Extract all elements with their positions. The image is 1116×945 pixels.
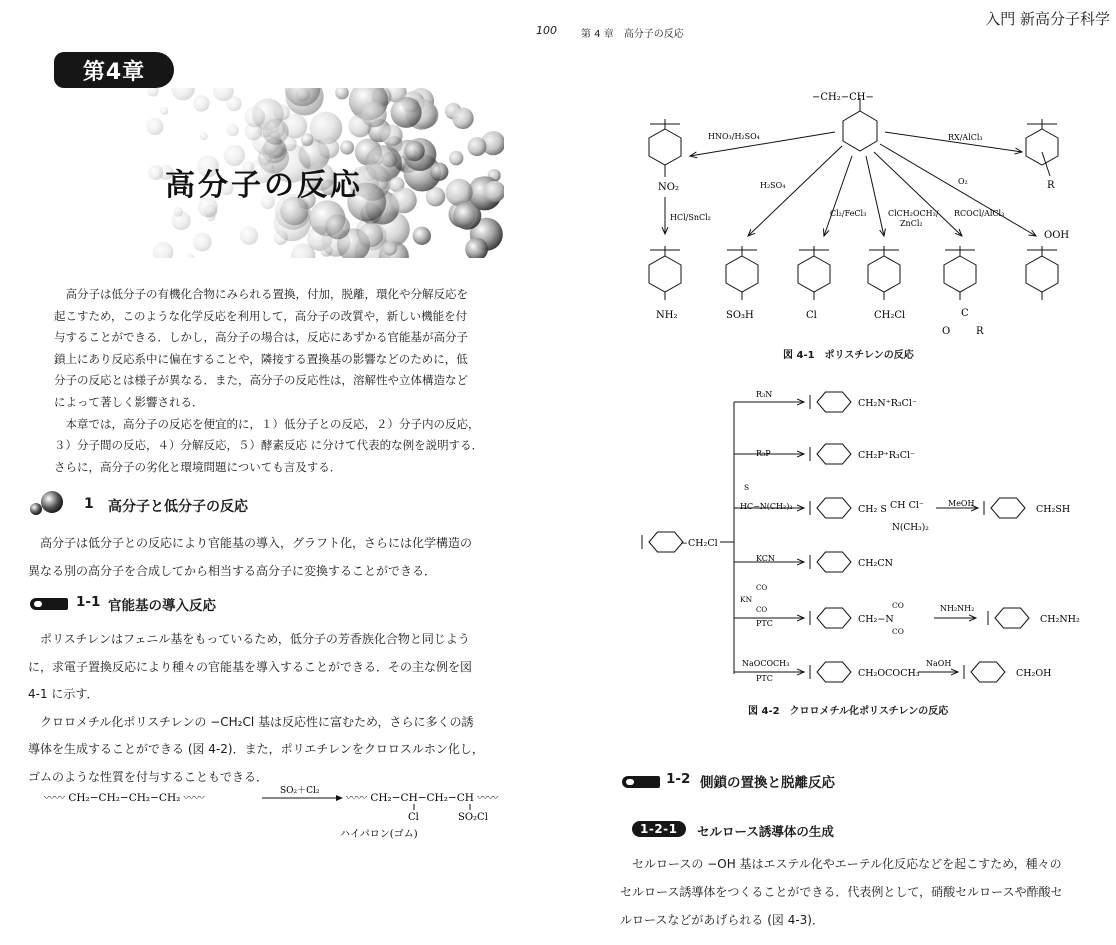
reagent-label: R₃N: [756, 390, 773, 399]
figure-4-1-caption: 図 4-1 ポリスチレンの反応: [783, 350, 914, 361]
benzene-ring: [817, 662, 851, 682]
sphere: [430, 163, 448, 181]
sphere: [449, 151, 463, 165]
chapter-badge: 第4章: [54, 52, 174, 88]
reagent-label: NaOCOCH₃: [742, 659, 790, 668]
substituent-label: SO₃H: [726, 310, 754, 321]
reagent-label: MeOH: [948, 499, 975, 508]
sphere: [266, 119, 286, 139]
sphere: [227, 124, 239, 136]
benzene-ring: [726, 256, 758, 292]
intro-line: によって著しく影響される．: [54, 394, 204, 409]
subsubsection-title: セルロース誘導体の生成: [697, 824, 834, 839]
sphere: [404, 141, 424, 161]
reagent-label: ClCH₂OCH₃/: [888, 209, 939, 218]
benzene-ring: [817, 608, 851, 628]
sphere: [148, 88, 159, 97]
body-line: 異なる別の高分子を合成してから相当する高分子に変換することができる．: [28, 563, 437, 578]
intro-paragraph: [54, 284, 502, 478]
reagent-label: R₃P: [756, 449, 771, 458]
equation-product-name: ハイパロン(ゴム): [340, 829, 418, 840]
product-label: CH₂−N: [858, 614, 894, 625]
product-label: CO: [892, 627, 904, 636]
benzene-ring: [991, 498, 1025, 518]
reagent-label: NH₂NH₂: [940, 604, 975, 613]
sphere: [335, 88, 349, 100]
sphere: [325, 215, 350, 240]
reagent-label: HCl/SnCl₂: [670, 213, 711, 222]
sphere: [186, 254, 194, 258]
section1-body: [28, 530, 504, 585]
product-label: CH₂ S: [858, 504, 887, 515]
benzene-ring: [817, 444, 851, 464]
product-label: CH₂SH: [1036, 504, 1071, 515]
sphere: [468, 137, 487, 156]
sphere: [226, 96, 241, 111]
subsubsection-number-badge: 1-2-1: [632, 821, 686, 837]
substituent-label: R: [976, 326, 984, 337]
benzene-ring: [817, 392, 851, 412]
sphere: [453, 202, 481, 230]
reagent-label: KN: [740, 595, 753, 604]
intro-line: 与することができる．しかし，高分子の場合は，反応にあずかる官能基が高分子: [54, 330, 468, 345]
benzene-ring: [817, 552, 851, 572]
sphere: [391, 97, 422, 128]
reagent-label: RX/AlCl₃: [948, 133, 983, 142]
substituent-label: NO₂: [658, 182, 679, 193]
benzene-ring: [944, 256, 976, 292]
figure-4-2-diagram: [636, 384, 1106, 694]
start-substituent: −CH₂Cl: [680, 538, 718, 549]
sphere: [340, 140, 354, 154]
sphere: [147, 118, 164, 135]
sphere: [282, 136, 297, 151]
sphere: [301, 133, 314, 146]
substituent-label: C: [961, 308, 969, 319]
sphere: [274, 104, 290, 120]
figure-4-1-diagram: [630, 84, 1100, 344]
sphere: [160, 107, 168, 115]
reagent-label: PTC: [756, 619, 773, 628]
sphere: [193, 95, 209, 111]
benzene-ring: [649, 532, 683, 552]
substituent-label: O: [942, 326, 951, 337]
sphere: [244, 107, 265, 128]
equation-reactant: 〰〰 CH₂−CH₂−CH₂−CH₂ 〰〰: [44, 792, 205, 804]
sphere: [200, 132, 208, 140]
sphere: [359, 223, 383, 247]
substituent-label: NH₂: [656, 310, 678, 321]
sphere: [240, 227, 258, 245]
product-label: CH₂N⁺R₃Cl⁻: [858, 398, 917, 409]
reagent-label: HC−N(CH₃)₂: [740, 502, 793, 511]
substituent-label: R: [1047, 180, 1055, 191]
sphere: [171, 88, 195, 100]
sphere: [148, 165, 163, 180]
sphere: [318, 138, 339, 159]
sphere: [383, 241, 398, 256]
substituent-label: OOH: [1044, 230, 1070, 241]
intro-line: 起こすため，このような化学反応を利用して，高分子の改質や，新しい機能を付: [54, 308, 468, 323]
body-line: セルロースの −OH 基はエステル化やエーテル化反応などを起こすため，種々の: [632, 857, 1062, 871]
benzene-ring: [995, 608, 1029, 628]
benzene-ring: [868, 256, 900, 292]
product-label: N(CH₃)₂: [892, 523, 929, 533]
sphere: [274, 231, 288, 245]
product-label: CH Cl⁻: [890, 500, 924, 511]
reagent-label: ZnCl₂: [900, 219, 923, 228]
sphere: [361, 102, 387, 128]
reagent-label: NaOH: [926, 659, 952, 668]
reagent-label: CO: [756, 606, 768, 614]
section1-2-1-body: [620, 850, 1098, 934]
reagent-label: H₂SO₄: [760, 181, 786, 190]
subsection-number: 1-1: [76, 594, 101, 610]
sphere: [173, 207, 183, 217]
section-bullet-icon: [28, 488, 74, 518]
equation-product: 〰〰 CH₂−CH−CH₂−CH 〰〰: [346, 792, 499, 804]
section-number: 1: [84, 496, 94, 512]
substituent-label: Cl: [806, 310, 817, 321]
equation-substituent-so2cl: SO₂Cl: [458, 812, 488, 823]
hypalon-equation: [40, 784, 510, 844]
reagent-label: Cl₂/FeCl₃: [830, 209, 867, 218]
section-title: 高分子と低分子の反応: [108, 499, 248, 515]
product-label: CO: [892, 601, 904, 610]
body-line: ポリスチレンはフェニル基をもっているため，低分子の芳香族化合物と同じよう: [40, 632, 470, 646]
benzene-ring: [817, 498, 851, 518]
reagent-label: RCOCl/AlCl₃: [954, 209, 1005, 218]
figure-4-2-caption: 図 4-2 クロロメチル化ポリスチレンの反応: [748, 706, 949, 717]
product-label: CH₂OH: [1016, 668, 1052, 679]
subsection-title: 側鎖の置換と脱離反応: [700, 775, 835, 791]
intro-line: さらに，高分子の劣化と環境問題についても言及する．: [54, 459, 342, 474]
body-line: ゴムのような性質を付与することもできる．: [28, 769, 269, 784]
product-label: CH₂OCOCH₃: [858, 668, 920, 679]
reagent-label: PTC: [756, 674, 773, 683]
sphere: [153, 242, 174, 258]
sphere: [381, 125, 403, 147]
sphere: [452, 108, 474, 130]
sphere: [413, 227, 431, 245]
book-title: 入門 新高分子科学: [985, 10, 1110, 28]
benzene-ring: [1026, 256, 1058, 292]
sphere: [391, 188, 417, 214]
body-line: 導体を生成することができる (図 4-2)．また，ポリエチレンをクロロスルホン化し，: [28, 742, 484, 756]
subsection-number: 1-2: [666, 771, 691, 787]
intro-line: 鎖上にあり反応系中に偏在することや，隣接する置換基の影響などのために，低: [54, 351, 468, 366]
substituent-label: CH₂Cl: [874, 310, 906, 321]
body-line: に，求電子置換反応により種々の官能基を導入することができる．その主な例を図: [28, 659, 473, 674]
benzene-ring: [649, 256, 681, 292]
equation-reagent: SO₂＋Cl₂: [280, 786, 320, 796]
body-line: 高分子は低分子との反応により官能基の導入，グラフト化，さらには化学構造の: [40, 536, 473, 550]
benzene-ring: [971, 662, 1005, 682]
intro-line: ３）分子間の反応，４）分解反応，５）酵素反応 に分けて代表的な例を説明する．: [54, 438, 484, 453]
reagent-label: KCN: [756, 554, 775, 563]
reagent-label: CO: [756, 584, 768, 592]
equation-substituent-cl: Cl: [408, 812, 419, 823]
subsection-title: 官能基の導入反応: [108, 598, 216, 614]
intro-line: 分子の反応とは様子が異なる．また，高分子の反応性は，溶解性や立体構造など: [54, 373, 468, 388]
reagent-label: O₂: [958, 177, 968, 186]
body-line: 4-1 に示す．: [28, 687, 99, 701]
benzene-ring: [798, 256, 830, 292]
intro-line: 本章では，高分子の反応を便宜的に，１）低分子との反応，２）分子内の反応，: [65, 416, 480, 431]
reagent-label: S: [744, 483, 750, 492]
subsection-bar-icon: [30, 598, 68, 610]
product-label: CH₂P⁺R₃Cl⁻: [858, 450, 916, 461]
subsection-bar-icon: [622, 776, 660, 788]
polystyrene-backbone-label: −CH₂−CH−: [812, 92, 874, 103]
product-label: CH₂NH₂: [1040, 614, 1080, 625]
running-title: 第 4 章 高分子の反応: [581, 29, 684, 40]
body-line: セルロース誘導体をつくることができる．代表例として，硝酸セルロースや酢酸セ: [620, 885, 1063, 899]
body-line: クロロメチル化ポリスチレンの −CH₂Cl 基は反応性に富むため，さらに多くの誘: [40, 714, 474, 729]
intro-line: 高分子は低分子の有機化合物にみられる置換，付加，脱離，環化や分解反応を: [65, 287, 468, 301]
product-label: CH₂CN: [858, 558, 893, 569]
chapter-title: 高分子の反応: [165, 168, 363, 203]
reagent-label: HNO₃/H₂SO₄: [708, 132, 760, 141]
sphere: [193, 233, 212, 252]
page-number: 100: [536, 24, 557, 37]
section1-1-body: [28, 626, 504, 791]
body-line: ルロースなどがあげられる (図 4-3)．: [620, 913, 824, 927]
